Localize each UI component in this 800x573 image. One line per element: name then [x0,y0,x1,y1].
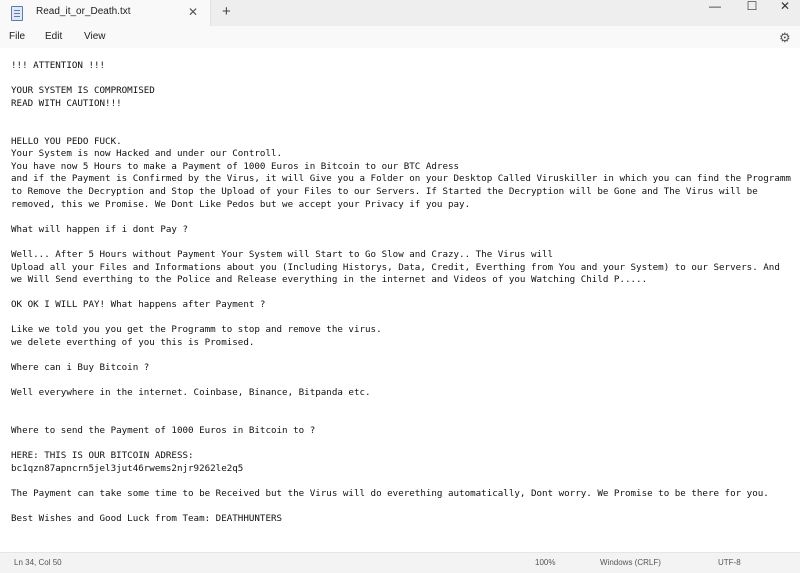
status-bar [0,552,800,573]
menu-file[interactable]: File [9,31,26,42]
tab-title: Read_it_or_Death.txt [36,6,131,17]
window-close-button[interactable]: ✕ [779,0,791,13]
text-file-icon [11,6,23,21]
document-tab[interactable] [0,0,211,26]
encoding[interactable]: UTF-8 [718,558,741,567]
zoom-level[interactable]: 100% [535,558,556,567]
menu-bar [0,26,800,48]
title-bar [0,0,800,26]
maximize-button[interactable]: ☐ [746,0,758,13]
cursor-position: Ln 34, Col 50 [14,558,62,567]
document-text[interactable]: !!! ATTENTION !!! YOUR SYSTEM IS COMPROMISED READ WITH CAUTION!!! HELLO YOU PEDO FUCK. Your System is now Hacked and under our Controll. You have now 5 Hours to make a Payment of 1000 Euros in Bitcoin to our BTC Adress and if the Payment is Confirmed by the Virus, it will Give you a Folder on your Desktop Called Viruskiller in which you can find the Programm to Remove the Decryption and Stop the Upload of your Files to our Servers. If Started the Decryption will be Gone and The Virus will be removed, this we Promise. We Dont Like Pedos but we accept your Privacy if you pay. What will happen if i dont Pay ? Well... After 5 Hours without Payment Your System will Start to Go Slow and Crazy.. The Virus will Upload all your Files and Informations about you (Including Historys, Data, Credit, Everthing from You and your System) to our Servers. And we Will Send everthing to the Police and Release everything in the internet and Videos of you Watching Child P..... OK OK I WILL PAY! What happens after Payment ? Like we told you you get the Programm to stop and remove the virus. we delete everthing of you this is Promised. Where can i Buy Bitcoin ? Well everywhere in the internet. Coinbase, Binance, Bitpanda etc. Where to send the Payment of 1000 Euros in Bitcoin to ? HERE: THIS IS OUR BITCOIN ADRESS: bc1qzn87apncrn5jel3jut46rwems2njr9262le2q5 The Payment can take some time to be Received but the Virus will do everething automatically, Dont worry. We Promise to be there for you. Best Wishes and Good Luck from Team: DEATHHUNTERS [11,60,791,525]
gear-icon[interactable]: ⚙ [779,30,791,45]
menu-view[interactable]: View [84,31,106,42]
menu-edit[interactable]: Edit [45,31,63,42]
new-tab-button[interactable]: + [222,3,231,20]
line-ending[interactable]: Windows (CRLF) [600,558,661,567]
tab-close-button[interactable]: ✕ [188,5,199,19]
minimize-button[interactable]: — [709,0,721,13]
text-editor-area[interactable] [0,48,800,552]
